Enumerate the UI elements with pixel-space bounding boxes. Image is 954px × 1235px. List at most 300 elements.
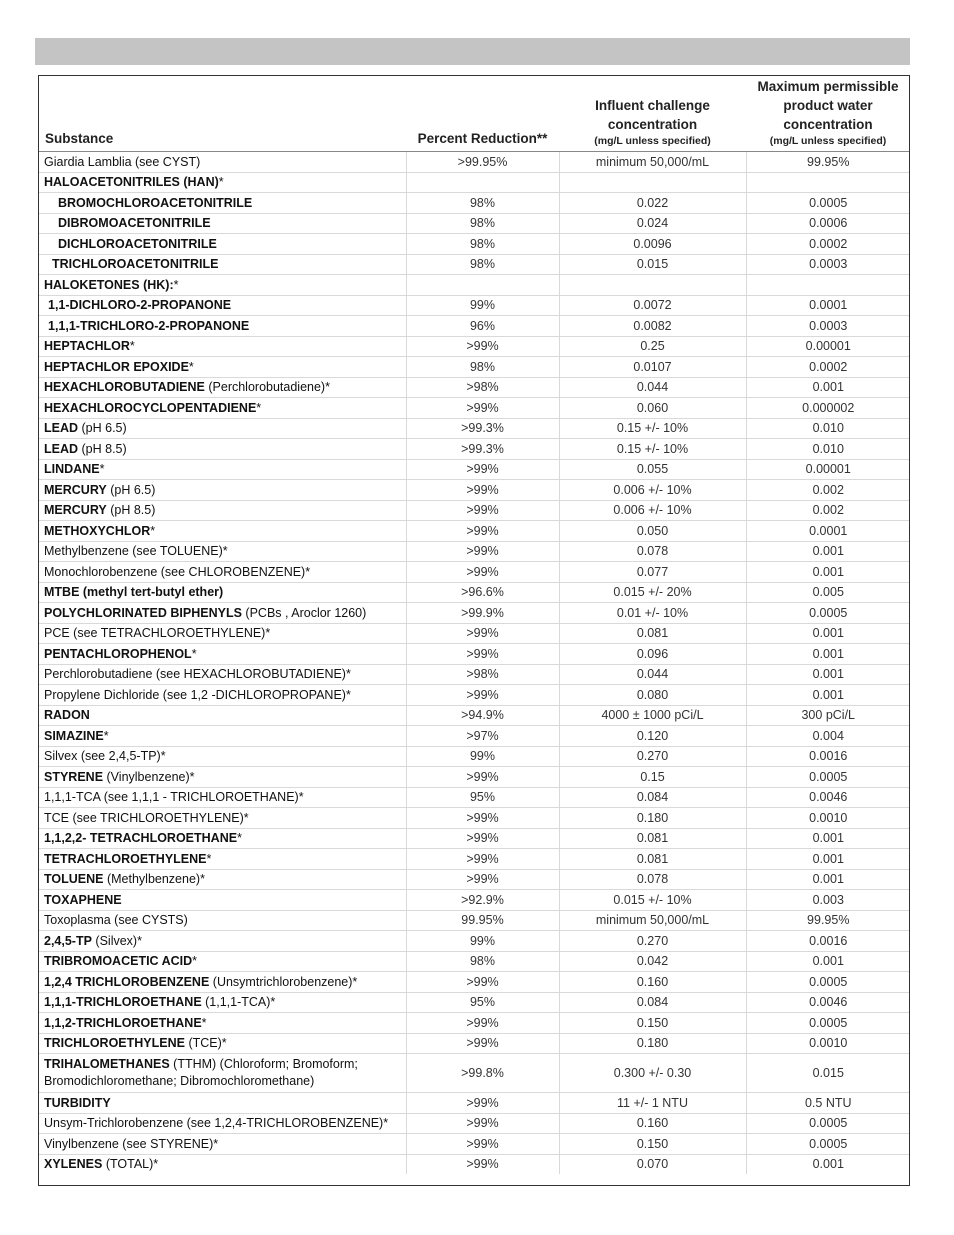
max-permissible-cell: 0.5 NTU [746, 1093, 910, 1114]
substance-name: RADON [44, 708, 90, 723]
influent-cell: 0.084 [559, 992, 746, 1013]
table-row [38, 521, 910, 542]
substance-name: TOLUENE [44, 872, 104, 887]
max-permissible-cell: 0.001 [746, 562, 910, 583]
max-permissible-cell: 0.0005 [746, 1113, 910, 1134]
substance-detail: (pH 8.5) [106, 503, 156, 518]
substance-detail: * [237, 831, 242, 846]
influent-cell: 0.006 +/- 10% [559, 480, 746, 501]
substance-name: HALOKETONES (HK): [44, 277, 174, 292]
influent-cell: 0.050 [559, 521, 746, 542]
influent-cell: 0.055 [559, 459, 746, 480]
substance-cell [38, 644, 406, 665]
substance-name: 1,1,2,2- TETRACHLOROETHANE [44, 831, 238, 846]
max-permissible-cell: 0.0005 [746, 1013, 910, 1034]
substance-name: LINDANE [44, 462, 100, 477]
substance-cell [38, 1033, 406, 1054]
influent-cell: 0.015 +/- 20% [559, 582, 746, 603]
percent-reduction-cell: >99.3% [406, 439, 559, 460]
substance-detail: * [206, 851, 212, 866]
influent-cell: 0.15 +/- 10% [559, 418, 746, 439]
substance-name: 1,1-DICHLORO-2-PROPANONE [48, 298, 232, 313]
substance-detail: Toxoplasma (see CYSTS) [44, 913, 188, 928]
substance-detail: TCE (see TRICHLOROETHYLENE)* [44, 810, 249, 825]
percent-reduction-cell: >99.9% [406, 603, 559, 624]
substance-cell [38, 234, 406, 255]
substance-cell [38, 972, 406, 993]
reduction-table [38, 76, 910, 1174]
substance-cell [38, 316, 406, 337]
influent-cell: 0.300 +/- 0.30 [559, 1054, 746, 1093]
influent-cell: 0.081 [559, 849, 746, 870]
substance-detail: Monochlorobenzene (see CHLOROBENZENE)* [44, 564, 311, 579]
percent-reduction-cell: >99.8% [406, 1054, 559, 1093]
substance-name: 1,1,2-TRICHLOROETHANE [44, 1015, 202, 1030]
percent-reduction-cell: >99.3% [406, 418, 559, 439]
influent-cell: 0.01 +/- 10% [559, 603, 746, 624]
influent-cell: 0.015 [559, 254, 746, 275]
substance-cell [38, 275, 406, 296]
substance-cell [38, 1013, 406, 1034]
table-row [38, 705, 910, 726]
substance-name: 1,1,1-TRICHLORO-2-PROPANONE [48, 318, 250, 333]
percent-reduction-cell: 98% [406, 951, 559, 972]
percent-reduction-cell: >99% [406, 644, 559, 665]
table-row [38, 357, 910, 378]
substance-name: POLYCHLORINATED BIPHENYLS [44, 605, 242, 620]
max-permissible-cell: 0.001 [746, 869, 910, 890]
max-permissible-cell: 0.005 [746, 582, 910, 603]
substance-detail: (TCE)* [184, 1036, 227, 1051]
header-percent-reduction: Percent Reduction** [417, 131, 548, 146]
substance-cell [38, 1154, 406, 1174]
substance-detail: Methylbenzene (see TOLUENE)* [44, 544, 228, 559]
substance-detail: 1,1,1-TCA (see 1,1,1 - TRICHLOROETHANE)* [44, 790, 304, 805]
table-row [38, 500, 910, 521]
influent-cell: 0.180 [559, 1033, 746, 1054]
influent-cell: 0.084 [559, 787, 746, 808]
max-permissible-cell: 0.0005 [746, 767, 910, 788]
percent-reduction-cell: >99% [406, 849, 559, 870]
table-row [38, 459, 910, 480]
max-permissible-cell: 0.001 [746, 828, 910, 849]
substance-name: DICHLOROACETONITRILE [58, 236, 217, 251]
header-max-line3: concentration [783, 117, 873, 132]
percent-reduction-cell: >94.9% [406, 705, 559, 726]
percent-reduction-cell: >99% [406, 480, 559, 501]
substance-name: LEAD [44, 441, 79, 456]
substance-name: LEAD [44, 421, 79, 436]
max-permissible-cell: 0.004 [746, 726, 910, 747]
substance-detail: * [192, 954, 198, 969]
substance-name: XYLENES [44, 1157, 103, 1172]
influent-cell: 0.270 [559, 931, 746, 952]
percent-reduction-cell: >99% [406, 1113, 559, 1134]
max-permissible-cell: 0.0001 [746, 295, 910, 316]
substance-name: METHOXYCHLOR [44, 523, 151, 538]
table-row [38, 377, 910, 398]
substance-cell [38, 377, 406, 398]
substance-name: MTBE (methyl tert-butyl ether) [44, 585, 224, 600]
table-row [38, 172, 910, 193]
table-row [38, 767, 910, 788]
influent-cell: 0.015 +/- 10% [559, 890, 746, 911]
substance-cell [38, 336, 406, 357]
substance-name: DIBROMOACETONITRILE [58, 216, 211, 231]
max-permissible-cell: 0.0005 [746, 972, 910, 993]
table-row [38, 603, 910, 624]
substance-detail: * [218, 175, 224, 190]
table-row [38, 787, 910, 808]
max-permissible-cell: 0.0002 [746, 357, 910, 378]
table-row [38, 849, 910, 870]
table-body [38, 152, 910, 1175]
substance-name: HEXACHLOROCYCLOPENTADIENE [44, 400, 257, 415]
substance-detail: Giardia Lamblia (see CYST) [44, 154, 201, 169]
table-row [38, 541, 910, 562]
substance-cell [38, 705, 406, 726]
table-row [38, 152, 910, 173]
substance-detail: Vinylbenzene (see STYRENE)* [44, 1136, 219, 1151]
table-row [38, 439, 910, 460]
substance-detail: Silvex (see 2,4,5-TP)* [44, 749, 166, 764]
substance-detail: Perchlorobutadiene (see HEXACHLOROBUTADIENE)* [44, 667, 351, 682]
max-permissible-cell: 0.000002 [746, 398, 910, 419]
percent-reduction-cell: 95% [406, 787, 559, 808]
substance-cell [38, 746, 406, 767]
percent-reduction-cell: >99% [406, 398, 559, 419]
table-row [38, 910, 910, 931]
percent-reduction-cell: >99% [406, 1134, 559, 1155]
table-row [38, 336, 910, 357]
substance-cell [38, 459, 406, 480]
max-permissible-cell: 0.0001 [746, 521, 910, 542]
max-permissible-cell: 0.0010 [746, 808, 910, 829]
table-row [38, 1113, 910, 1134]
table-row [38, 1013, 910, 1034]
max-permissible-cell: 0.0003 [746, 254, 910, 275]
max-permissible-cell: 0.0005 [746, 193, 910, 214]
table-row [38, 890, 910, 911]
substance-cell [38, 439, 406, 460]
max-permissible-cell: 0.003 [746, 890, 910, 911]
substance-cell [38, 664, 406, 685]
percent-reduction-cell: >99% [406, 521, 559, 542]
substance-cell [38, 213, 406, 234]
max-permissible-cell: 0.001 [746, 849, 910, 870]
substance-name: TURBIDITY [44, 1095, 111, 1110]
substance-cell [38, 398, 406, 419]
percent-reduction-cell: >99% [406, 767, 559, 788]
percent-reduction-cell: >99% [406, 562, 559, 583]
substance-cell [38, 623, 406, 644]
percent-reduction-cell: >99% [406, 1033, 559, 1054]
percent-reduction-cell: >99% [406, 1013, 559, 1034]
substance-detail: (pH 6.5) [78, 421, 127, 436]
max-permissible-cell: 0.010 [746, 418, 910, 439]
table-row [38, 623, 910, 644]
influent-cell: 0.15 +/- 10% [559, 439, 746, 460]
percent-reduction-cell: 95% [406, 992, 559, 1013]
influent-cell: 0.25 [559, 336, 746, 357]
percent-reduction-cell: >96.6% [406, 582, 559, 603]
max-permissible-cell: 99.95% [746, 152, 910, 173]
max-permissible-cell: 0.001 [746, 664, 910, 685]
table-row [38, 828, 910, 849]
percent-reduction-cell: 99% [406, 746, 559, 767]
substance-name: MERCURY [44, 482, 107, 497]
max-permissible-cell: 0.00001 [746, 459, 910, 480]
substance-cell [38, 193, 406, 214]
percent-reduction-cell [406, 275, 559, 296]
max-permissible-cell: 0.0002 [746, 234, 910, 255]
substance-cell [38, 910, 406, 931]
substance-cell [38, 500, 406, 521]
percent-reduction-cell: 98% [406, 193, 559, 214]
max-permissible-cell: 0.0016 [746, 746, 910, 767]
influent-cell: 0.0096 [559, 234, 746, 255]
percent-reduction-cell: >99% [406, 459, 559, 480]
percent-reduction-cell: 99% [406, 295, 559, 316]
percent-reduction-cell: >99% [406, 500, 559, 521]
table-row [38, 193, 910, 214]
substance-detail: * [99, 462, 105, 477]
percent-reduction-cell: >98% [406, 377, 559, 398]
percent-reduction-cell: 98% [406, 357, 559, 378]
influent-cell: 0.0082 [559, 316, 746, 337]
influent-cell: 0.060 [559, 398, 746, 419]
substance-detail: * [188, 359, 194, 374]
substance-cell [38, 849, 406, 870]
max-permissible-cell: 0.001 [746, 685, 910, 706]
substance-name: STYRENE [44, 769, 104, 784]
substance-cell [38, 869, 406, 890]
influent-cell: 0.024 [559, 213, 746, 234]
table-row [38, 398, 910, 419]
influent-cell: 11 +/- 1 NTU [559, 1093, 746, 1114]
percent-reduction-cell: >99% [406, 869, 559, 890]
influent-cell: minimum 50,000/mL [559, 152, 746, 173]
substance-detail: (pH 8.5) [78, 441, 127, 456]
influent-cell: 0.160 [559, 1113, 746, 1134]
substance-name: 1,2,4 TRICHLOROBENZENE [44, 974, 210, 989]
substance-cell [38, 1134, 406, 1155]
substance-detail: Unsym-Trichlorobenzene (see 1,2,4-TRICHLOROBENZENE)* [44, 1116, 389, 1131]
header-max-line2: product water [783, 98, 873, 113]
table-row [38, 869, 910, 890]
max-permissible-cell: 0.0005 [746, 1134, 910, 1155]
substance-cell [38, 685, 406, 706]
substance-cell [38, 931, 406, 952]
max-permissible-cell: 0.002 [746, 500, 910, 521]
percent-reduction-cell: >99% [406, 1154, 559, 1174]
max-permissible-cell: 0.001 [746, 377, 910, 398]
influent-cell: 0.022 [559, 193, 746, 214]
percent-reduction-cell: 98% [406, 213, 559, 234]
header-influent-line2: concentration [607, 117, 698, 132]
percent-reduction-cell: >92.9% [406, 890, 559, 911]
substance-cell [38, 480, 406, 501]
substance-name: TRIBROMOACETIC ACID [44, 954, 193, 969]
influent-cell: 0.078 [559, 541, 746, 562]
table-row [38, 972, 910, 993]
table-row [38, 746, 910, 767]
percent-reduction-cell: 98% [406, 234, 559, 255]
table-row [38, 1134, 910, 1155]
substance-cell [38, 521, 406, 542]
table-row [38, 1154, 910, 1174]
table-row [38, 931, 910, 952]
max-permissible-cell: 99.95% [746, 910, 910, 931]
max-permissible-cell: 0.001 [746, 541, 910, 562]
percent-reduction-cell: >99% [406, 1093, 559, 1114]
max-permissible-cell: 0.0046 [746, 787, 910, 808]
substance-detail: * [173, 277, 179, 292]
influent-cell: 0.15 [559, 767, 746, 788]
max-permissible-cell: 0.0003 [746, 316, 910, 337]
influent-cell: 0.081 [559, 828, 746, 849]
percent-reduction-cell: >99% [406, 972, 559, 993]
substance-cell [38, 1113, 406, 1134]
substance-cell [38, 828, 406, 849]
substance-detail: (Vinylbenzene)* [103, 769, 195, 784]
table-row [38, 951, 910, 972]
substance-detail: * [129, 339, 135, 354]
percent-reduction-cell: >99% [406, 623, 559, 644]
substance-detail: * [150, 523, 156, 538]
substance-name: TOXAPHENE [44, 892, 122, 907]
substance-name: 1,1,1-TRICHLOROETHANE [44, 995, 202, 1010]
substance-cell [38, 767, 406, 788]
table-row [38, 726, 910, 747]
table-row [38, 562, 910, 583]
substance-cell [38, 603, 406, 624]
substance-cell [38, 152, 406, 173]
table-row [38, 992, 910, 1013]
influent-cell [559, 172, 746, 193]
reduction-table-frame [38, 75, 910, 1186]
substance-cell [38, 562, 406, 583]
substance-detail: (Unsymtrichlorobenzene)* [209, 974, 358, 989]
substance-detail: Propylene Dichloride (see 1,2 -DICHLOROPROPANE)* [44, 687, 351, 702]
substance-cell [38, 890, 406, 911]
header-max-unit: (mg/L unless specified) [769, 135, 887, 147]
percent-reduction-cell: >97% [406, 726, 559, 747]
table-row [38, 582, 910, 603]
percent-reduction-cell: >99% [406, 828, 559, 849]
table-row [38, 808, 910, 829]
table-row [38, 1033, 910, 1054]
header-max-line1: Maximum permissible [757, 79, 899, 94]
substance-cell [38, 357, 406, 378]
substance-cell [38, 295, 406, 316]
influent-cell: 0.006 +/- 10% [559, 500, 746, 521]
substance-cell [38, 1093, 406, 1114]
substance-detail: (Methylbenzene)* [103, 872, 205, 887]
substance-detail: (Perchlorobutadiene)* [204, 380, 330, 395]
substance-name: HEXACHLOROBUTADIENE [44, 380, 205, 395]
substance-detail: * [103, 728, 109, 743]
influent-cell: 0.270 [559, 746, 746, 767]
max-permissible-cell: 0.001 [746, 623, 910, 644]
max-permissible-cell: 0.0016 [746, 931, 910, 952]
header-influent [559, 76, 746, 152]
substance-name: MERCURY [44, 503, 107, 518]
max-permissible-cell: 0.001 [746, 644, 910, 665]
substance-detail: (pH 6.5) [106, 482, 156, 497]
max-permissible-cell: 0.001 [746, 1154, 910, 1174]
table-row [38, 644, 910, 665]
substance-cell [38, 172, 406, 193]
influent-cell: minimum 50,000/mL [559, 910, 746, 931]
table-row [38, 254, 910, 275]
influent-cell: 0.096 [559, 644, 746, 665]
substance-cell [38, 418, 406, 439]
influent-cell: 0.078 [559, 869, 746, 890]
header-influent-unit: (mg/L unless specified) [594, 135, 711, 147]
substance-detail: * [256, 400, 262, 415]
max-permissible-cell: 0.015 [746, 1054, 910, 1093]
percent-reduction-cell: 99% [406, 931, 559, 952]
substance-name: HALOACETONITRILES (HAN) [44, 175, 219, 190]
table-row [38, 418, 910, 439]
substance-detail: PCE (see TETRACHLOROETHYLENE)* [44, 626, 271, 641]
substance-cell [38, 808, 406, 829]
influent-cell: 0.120 [559, 726, 746, 747]
table-row [38, 295, 910, 316]
percent-reduction-cell: >99% [406, 541, 559, 562]
percent-reduction-cell: >99% [406, 808, 559, 829]
percent-reduction-cell: 98% [406, 254, 559, 275]
table-row [38, 316, 910, 337]
table-row [38, 480, 910, 501]
substance-detail: (TOTAL)* [102, 1157, 159, 1172]
max-permissible-cell: 0.002 [746, 480, 910, 501]
substance-name: TRIHALOMETHANES [44, 1057, 170, 1071]
substance-detail: (Silvex)* [91, 933, 142, 948]
substance-name: TRICHLOROACETONITRILE [52, 257, 219, 272]
influent-cell [559, 275, 746, 296]
influent-cell: 0.0107 [559, 357, 746, 378]
substance-name: SIMAZINE [44, 728, 104, 743]
table-row [38, 213, 910, 234]
percent-reduction-cell: 99.95% [406, 910, 559, 931]
header-bar [35, 38, 910, 65]
substance-detail: (1,1,1-TCA)* [201, 995, 276, 1010]
substance-cell [38, 541, 406, 562]
max-permissible-cell [746, 172, 910, 193]
max-permissible-cell [746, 275, 910, 296]
influent-cell: 0.180 [559, 808, 746, 829]
header-substance: Substance [45, 131, 114, 146]
substance-name: PENTACHLOROPHENOL [44, 646, 192, 661]
table-row [38, 234, 910, 255]
max-permissible-cell: 0.0010 [746, 1033, 910, 1054]
substance-detail: (PCBs , Aroclor 1260) [241, 605, 367, 620]
table-row [38, 685, 910, 706]
substance-name: TETRACHLOROETHYLENE [44, 851, 207, 866]
influent-cell: 0.044 [559, 664, 746, 685]
influent-cell: 0.070 [559, 1154, 746, 1174]
substance-cell [38, 1054, 406, 1093]
percent-reduction-cell [406, 172, 559, 193]
influent-cell: 0.081 [559, 623, 746, 644]
substance-name: BROMOCHLOROACETONITRILE [58, 195, 253, 210]
substance-cell [38, 726, 406, 747]
substance-cell [38, 992, 406, 1013]
substance-name: HEPTACHLOR [44, 339, 130, 354]
percent-reduction-cell: >98% [406, 664, 559, 685]
